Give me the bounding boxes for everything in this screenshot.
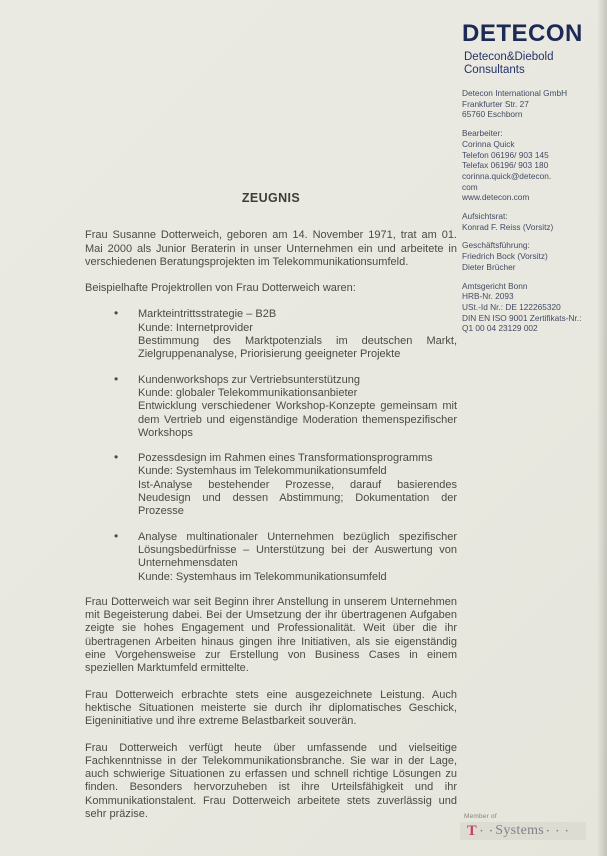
document-title: ZEUGNIS <box>241 191 301 205</box>
telekom-t-icon: T <box>467 822 477 839</box>
letter-body <box>85 192 457 834</box>
bullet-client: Kunde: Internetprovider <box>138 321 253 334</box>
project-roles-list <box>85 308 457 583</box>
detecon-logo <box>462 20 583 77</box>
bullet-title: • Pozessdesign im Rahmen eines Transformationsprogramms <box>138 452 433 465</box>
list-item <box>85 452 457 518</box>
bullet-title: • Kundenworkshops zur Vertriebsunterstützung <box>138 373 360 386</box>
company-city: 65760 Eschborn <box>462 109 523 120</box>
member-of-label: Member of <box>464 813 497 820</box>
brand-wordmark: DETECON <box>462 20 583 47</box>
contact-name: Corinna Quick <box>462 138 515 149</box>
company-name: Detecon International GmbH <box>462 88 568 98</box>
bullet-title: • Analyse multinationaler Unternehmen bezüglich spezifischer Lösungsbedürfnisse – Unterstützung bei der Auswertung von Unternehmensdaten <box>138 530 457 570</box>
contact-email-line1: corinna.quick@detecon. <box>462 170 552 181</box>
brand-subline-2: Consultants <box>464 64 525 76</box>
supervisory-board-chair: Konrad F. Reiss (Vorsitz) <box>462 221 554 232</box>
bullet-description: Ist-Analyse bestehender Prozesse, darauf basierendes Neudesign und dessen Abstimmung; Dokumentation der Prozesse <box>138 478 457 518</box>
contact-email-line2: com <box>462 181 478 192</box>
list-item <box>85 531 457 584</box>
assessment-paragraph-2: Frau Dotterweich erbrachte stets eine ausgezeichnete Leistung. Auch hektische Situationen meisterte sie durch ihr diplomatisches Geschick, Eigeninitiative und ihre extreme Belastbarkeit souverän. <box>85 688 457 728</box>
supervisory-board-label: Aufsichtsrat: <box>462 211 508 222</box>
registry-hrb: HRB-Nr. 2093 <box>462 291 514 302</box>
registry-iso-label: DIN EN ISO 9001 Zertifikats-Nr.: <box>462 312 582 323</box>
logo-dots-left: · · <box>479 825 495 837</box>
list-intro-paragraph: Beispielhafte Projektrollen von Frau Dotterweich waren: <box>85 282 356 295</box>
bullet-client: Kunde: Systemhaus im Telekommunikationsumfeld <box>138 465 387 478</box>
contact-phone: Telefon 06196/ 903 145 <box>462 149 549 160</box>
management-block <box>462 240 592 272</box>
letterhead-sidebar <box>462 88 592 342</box>
contact-label: Bearbeiter: <box>462 128 503 139</box>
registry-block <box>462 281 592 335</box>
bullet-title: • Markteintrittsstrategie – B2B <box>138 308 277 321</box>
registry-court: Amtsgericht Bonn <box>462 280 528 291</box>
company-address-block <box>462 88 592 120</box>
contact-block <box>462 128 592 203</box>
registry-vat-id: USt.-Id Nr.: DE 122265320 <box>462 301 561 312</box>
bullet-client: Kunde: Systemhaus im Telekommunikationsumfeld <box>138 570 387 583</box>
list-item <box>85 374 457 440</box>
list-item <box>85 308 457 361</box>
company-website: www.detecon.com <box>462 192 530 203</box>
bullet-description: Entwicklung verschiedener Workshop-Konzepte gemeinsam mit dem Vertrieb und eigenständige Moderation themenspezifischer Workshops <box>138 400 457 439</box>
bullet-description: Bestimmung des Marktpotenzials im deutschen Markt, Zielgruppenanalyse, Priorisierung geeigneter Projekte <box>138 335 457 361</box>
t-systems-logo <box>460 822 586 840</box>
assessment-paragraph-3: Frau Dotterweich verfügt heute über umfassende und vielseitige Fachkenntnisse in der Telekommunikationsbranche. Sie war in der Lage, auch schwierige Situationen zu erfassen und schnell richtige Lösungen zu finden. Besonders hervorzuheben ist ihre Urteilsfähigkeit und ihr Kommunikationstalent. Frau Dotterweich arbeitete stets zuverlässig und sehr präzise. <box>85 741 457 820</box>
intro-paragraph: Frau Susanne Dotterweich, geboren am 14. November 1971, trat am 01. Mai 2000 als Junior Beraterin in unser Unternehmen ein und arbeitete in verschiedenen Beratungsprojekten im Telekommunikationsumfeld. <box>85 229 457 268</box>
assessment-paragraph-1: Frau Dotterweich war seit Beginn ihrer Anstellung in unserem Unternehmen mit Begeisterung dabei. Bei der Umsetzung der ihr übertragenen Aufgaben zeigte sie hohes Engagement und Professionalität. Weit über die ihr übertragenen Arbeiten hinaus gingen ihre Initiativen, als sie eigenständig eine Vorgehensweise zur Erstellung von Business Cases in einem speziellen Marktumfeld ermittelte. <box>85 595 457 675</box>
registry-iso-number: Q1 00 04 23129 002 <box>462 323 538 334</box>
bullet-client: Kunde: globaler Telekommunikationsanbieter <box>138 386 358 399</box>
scan-edge-shadow <box>597 0 607 856</box>
management-name-1: Friedrich Bock (Vorsitz) <box>462 251 548 262</box>
supervisory-board-block <box>462 211 592 232</box>
contact-fax: Telefax 06196/ 903 180 <box>462 160 549 171</box>
company-street: Frankfurter Str. 27 <box>462 98 529 109</box>
brand-subline-1: Detecon&Diebold <box>464 51 554 63</box>
management-name-2: Dieter Brücher <box>462 261 516 272</box>
logo-dots-right: · · · <box>546 825 571 837</box>
systems-wordmark: Systems <box>495 823 545 838</box>
management-label: Geschäftsführung: <box>462 240 530 251</box>
